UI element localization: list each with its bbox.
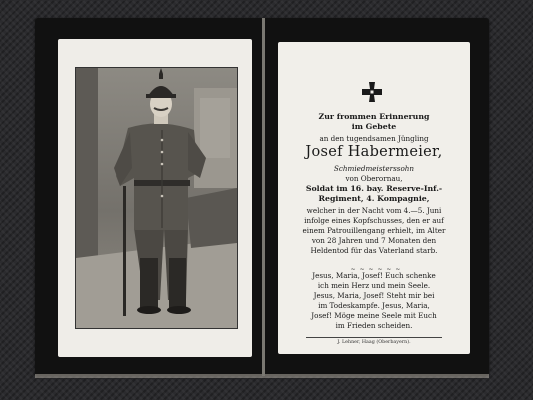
death-text-line: einem Patrouillengang erhielt, im Alter xyxy=(302,226,446,235)
ornament-divider: ~ ~ ~ ~ ~ ~ xyxy=(350,266,402,273)
intro-line: an den tugendsamen Jüngling xyxy=(319,134,429,143)
prayer-line: Jesus, Maria, Josef! Steht mir bei xyxy=(313,291,435,300)
death-text-line: von 28 Jahren und 7 Monaten den xyxy=(311,236,437,245)
prayer-line: Josef! Möge meine Seele mit Euch xyxy=(311,311,437,320)
death-text-line: welcher in der Nacht vom 4.—5. Juni xyxy=(306,206,442,215)
heading-line-2: im Gebete xyxy=(351,122,397,131)
occupation: Schmiedmeisterssohn xyxy=(333,164,415,173)
heading-line-1: Zur frommen Erinnerung xyxy=(318,112,430,121)
soldier-photo xyxy=(75,67,238,329)
bottom-rule xyxy=(306,337,442,338)
origin: von Oberornau, xyxy=(345,174,403,183)
unit-line-1: Soldat im 16. bay. Reserve-Inf.- xyxy=(305,184,443,193)
unit-line-2: Regiment, 4. Kompagnie, xyxy=(318,194,430,203)
death-text-line: infolge eines Kopfschusses, den er auf xyxy=(304,216,444,225)
prayer-line: im Todeskampfe. Jesus, Maria, xyxy=(318,301,430,310)
prayer-line: im Frieden scheiden. xyxy=(335,321,413,330)
prayer-line: Jesus, Maria, Josef! Euch schenke xyxy=(312,271,436,280)
deceased-name: Josef Habermeier, xyxy=(305,144,443,160)
card-fold xyxy=(262,18,265,376)
prayer-line: ich mein Herz und mein Seele. xyxy=(317,281,431,290)
printer-imprint: J. Lehner, Haag (Oberbayern). xyxy=(337,340,411,345)
death-text-line: Heldentod für das Vaterland starb. xyxy=(310,246,438,255)
